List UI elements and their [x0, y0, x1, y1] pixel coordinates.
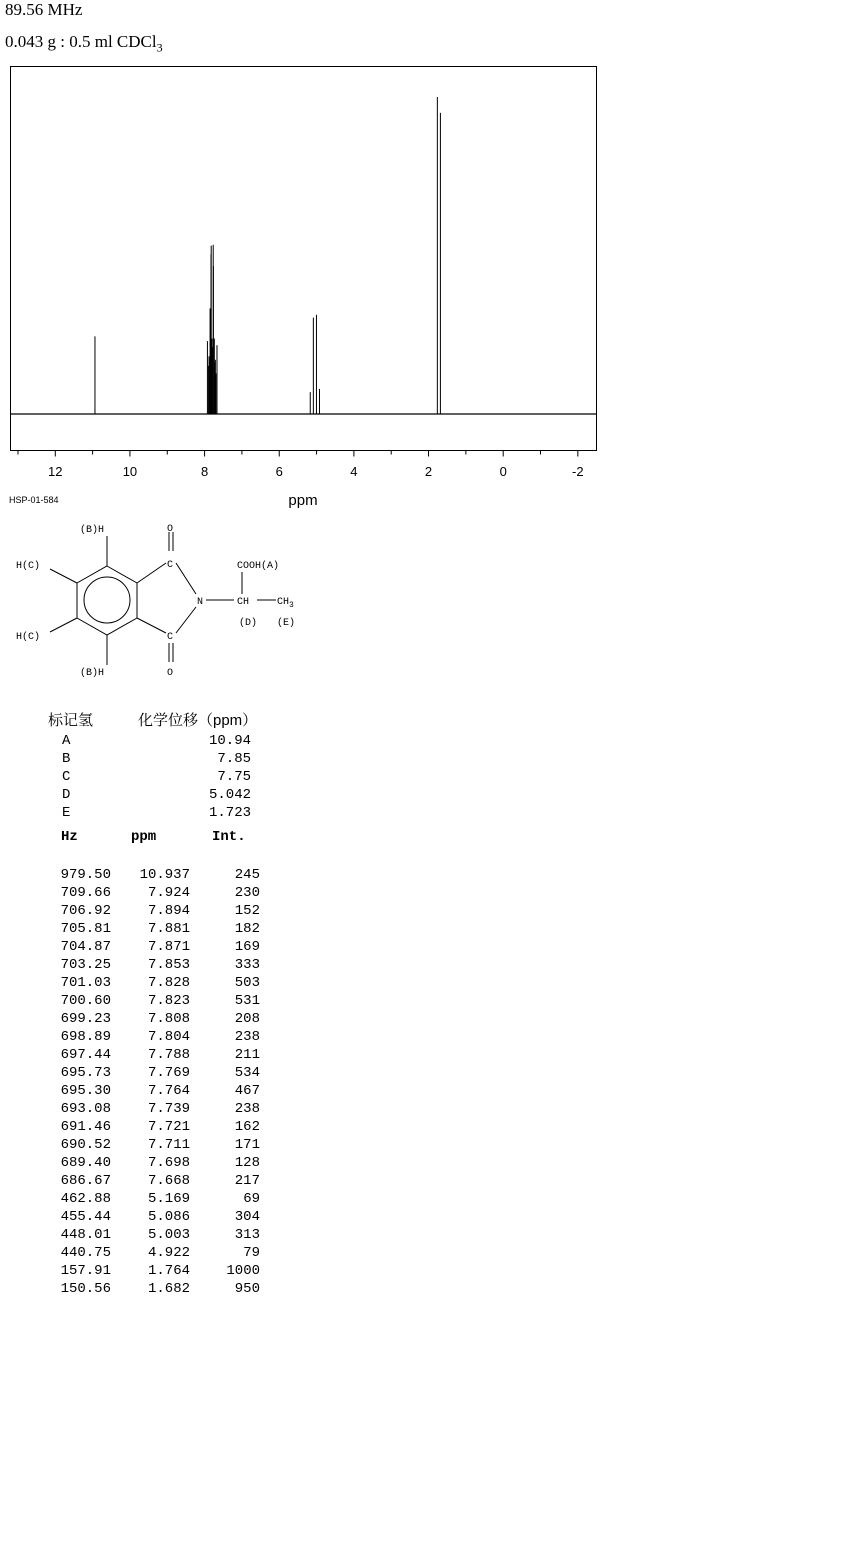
peak-ppm: 7.769 [147, 1065, 190, 1081]
peak-int: 467 [234, 1083, 260, 1099]
label-ch3-sub: 3 [289, 601, 294, 610]
peak-ppm: 1.764 [147, 1263, 190, 1279]
peak-ppm: 7.823 [147, 993, 190, 1009]
peak-hz: 699.23 [60, 1011, 111, 1027]
peak-int: 1000 [226, 1263, 260, 1279]
bond-c-n-top [176, 563, 196, 594]
assignment-header-shift: 化学位移（ppm） [138, 712, 258, 729]
peak-int: 211 [234, 1047, 260, 1063]
peak-int: 69 [243, 1191, 260, 1207]
peak-ppm: 5.003 [147, 1227, 190, 1243]
assignment-label: E [62, 805, 71, 821]
x-axis-tick-labels [48, 464, 584, 479]
nmr-spectrum-chart [0, 60, 620, 520]
peak-int: 313 [234, 1227, 260, 1243]
peak-ppm: 5.086 [147, 1209, 190, 1225]
peak-ppm: 4.922 [147, 1245, 190, 1261]
bond-h-upper-left [50, 569, 77, 583]
peak-int: 152 [234, 903, 260, 919]
aromatic-circle [84, 577, 130, 623]
peak-int: 333 [234, 957, 260, 973]
peak-ppm: 5.169 [147, 1191, 190, 1207]
label-cooh: COOH(A) [237, 561, 280, 572]
assignment-header-hydrogen: 标记氢 [48, 712, 94, 729]
peak-int: 79 [243, 1245, 260, 1261]
x-tick-label: 4 [350, 464, 358, 479]
label-ch3 [277, 597, 294, 610]
plot-frame [11, 67, 597, 451]
x-tick-label: 0 [499, 464, 507, 479]
assignment-value: 10.94 [208, 733, 251, 749]
peak-hz: 686.67 [60, 1173, 111, 1189]
peak-int: 534 [234, 1065, 260, 1081]
x-tick-label: 8 [200, 464, 209, 479]
sample-subscript: 3 [156, 40, 163, 55]
peak-ppm: 7.721 [147, 1119, 190, 1135]
peak-hz: 703.25 [60, 957, 111, 973]
spectrometer-frequency: 89.56 MHz [5, 0, 83, 19]
x-tick-label: 2 [424, 464, 433, 479]
assignment-label: B [62, 751, 71, 767]
peak-ppm: 7.668 [147, 1173, 190, 1189]
header-hz: Hz [61, 829, 78, 845]
peak-hz: 693.08 [60, 1101, 111, 1117]
assignment-value: 5.042 [208, 787, 251, 803]
peak-hz: 701.03 [60, 975, 111, 991]
peak-ppm: 7.711 [147, 1137, 190, 1153]
peak-hz: 979.50 [60, 867, 111, 883]
bond-h-lower-left [50, 618, 77, 632]
peak-int: 171 [234, 1137, 260, 1153]
peak-int: 208 [234, 1011, 260, 1027]
header-int: Int. [212, 829, 246, 845]
x-axis-ticks [18, 451, 578, 457]
peak-ppm: 1.682 [147, 1281, 190, 1297]
x-tick-label: -2 [572, 464, 584, 479]
assignment-value: 7.75 [217, 769, 251, 785]
peak-hz: 709.66 [60, 885, 111, 901]
peak-int: 162 [234, 1119, 260, 1135]
label-c-top: C [167, 560, 174, 571]
assignment-label: A [62, 733, 71, 749]
label-d: (D) [239, 618, 258, 629]
peak-ppm: 7.764 [147, 1083, 190, 1099]
label-e: (E) [277, 618, 296, 629]
bond-ring-c-bottom [137, 618, 166, 633]
x-axis-label: ppm [288, 492, 318, 509]
assignment-value: 1.723 [208, 805, 251, 821]
peak-hz: 690.52 [60, 1137, 111, 1153]
peak-hz: 462.88 [60, 1191, 111, 1207]
label-c-bottom: C [167, 632, 174, 643]
peak-int: 245 [234, 867, 260, 883]
peak-hz: 440.75 [60, 1245, 111, 1261]
bond-ring-c-top [137, 563, 166, 583]
sample-text: 0.043 g : 0.5 ml CDCl [5, 32, 157, 51]
peak-hz: 691.46 [60, 1119, 111, 1135]
peak-hz: 706.92 [60, 903, 111, 919]
peak-int: 238 [234, 1029, 260, 1045]
bond-c-n-bottom [176, 607, 196, 633]
peak-hz: 157.91 [60, 1263, 111, 1279]
peak-int: 950 [234, 1281, 260, 1297]
assignment-label: C [62, 769, 71, 785]
peak-ppm: 7.871 [147, 939, 190, 955]
assignment-value: 7.85 [217, 751, 251, 767]
peak-hz: 455.44 [60, 1209, 111, 1225]
x-tick-label: 10 [122, 464, 138, 479]
peak-ppm: 7.853 [147, 957, 190, 973]
spectrum-code: HSP-01-584 [9, 495, 59, 505]
label-bh-bottom: (B)H [80, 668, 105, 679]
peak-hz: 150.56 [60, 1281, 111, 1297]
label-hc-upper: H(C) [16, 561, 41, 572]
peak-ppm: 7.739 [147, 1101, 190, 1117]
peak-hz: 695.30 [60, 1083, 111, 1099]
peak-int: 182 [234, 921, 260, 937]
molecule-structure [10, 518, 330, 683]
peak-int: 128 [234, 1155, 260, 1171]
peak-ppm: 7.924 [147, 885, 190, 901]
peak-int: 304 [234, 1209, 260, 1225]
peak-int: 503 [234, 975, 260, 991]
peak-hz: 700.60 [60, 993, 111, 1009]
label-o-top: O [167, 524, 174, 535]
peak-ppm: 7.881 [147, 921, 190, 937]
x-tick-label: 12 [48, 464, 63, 479]
label-hc-lower: H(C) [16, 632, 41, 643]
label-ch: CH [237, 597, 250, 608]
peak-int: 531 [234, 993, 260, 1009]
header-ppm: ppm [131, 829, 157, 845]
peak-ppm: 7.894 [147, 903, 190, 919]
sample-conditions [5, 32, 163, 55]
peak-hz: 705.81 [60, 921, 111, 937]
label-bh-top: (B)H [80, 525, 105, 536]
benzene-ring [77, 566, 137, 635]
label-n: N [197, 597, 204, 608]
peak-hz: 697.44 [60, 1047, 111, 1063]
label-o-bottom: O [167, 668, 174, 679]
peak-hz: 704.87 [60, 939, 111, 955]
peak-int: 169 [234, 939, 260, 955]
peak-ppm: 7.808 [147, 1011, 190, 1027]
peak-hz: 689.40 [60, 1155, 111, 1171]
peak-ppm: 7.828 [147, 975, 190, 991]
peak-int: 230 [234, 885, 260, 901]
peak-int: 238 [234, 1101, 260, 1117]
peak-ppm: 7.788 [147, 1047, 190, 1063]
peak-ppm: 7.698 [147, 1155, 190, 1171]
spectrum-peaks [95, 97, 440, 414]
peak-ppm: 7.804 [147, 1029, 190, 1045]
peak-hz: 448.01 [60, 1227, 111, 1243]
x-tick-label: 6 [275, 464, 283, 479]
peak-hz: 695.73 [60, 1065, 111, 1081]
peak-ppm: 10.937 [139, 867, 190, 883]
assignment-label: D [62, 787, 71, 803]
peak-hz: 698.89 [60, 1029, 111, 1045]
label-ch3-main: CH [277, 597, 290, 608]
peak-int: 217 [234, 1173, 260, 1189]
